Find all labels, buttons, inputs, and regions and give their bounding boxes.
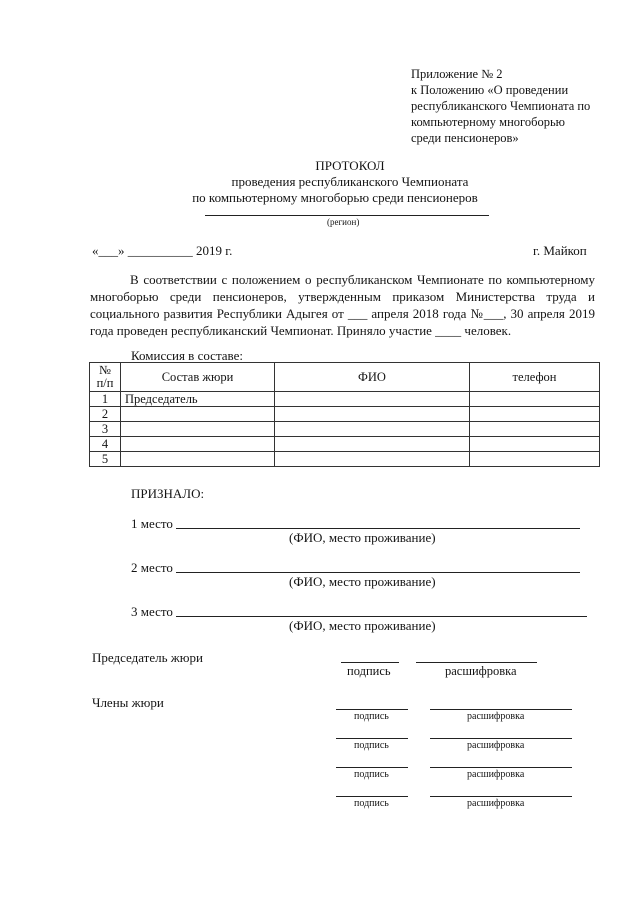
annex-line: республиканского Чемпионата по — [411, 99, 591, 113]
annex-line: Приложение № 2 — [411, 67, 503, 81]
row-role — [121, 437, 275, 452]
signature-line — [336, 738, 408, 739]
decoding-line — [430, 767, 572, 768]
row-name — [275, 437, 470, 452]
signature-line — [341, 662, 399, 663]
annex-line: компьютерному многоборью — [411, 115, 565, 129]
decoding-caption: расшифровка — [467, 711, 525, 722]
signature-caption: подпись — [347, 664, 391, 678]
table-header-row — [90, 363, 600, 392]
header-phone: телефон — [470, 363, 600, 392]
signature-line — [336, 709, 408, 710]
row-num: 3 — [90, 422, 121, 437]
place-line — [176, 616, 587, 617]
place-line — [176, 528, 580, 529]
title-heading: ПРОТОКОЛ — [315, 158, 385, 173]
chairman-label: Председатель жюри — [92, 650, 203, 665]
table-row — [90, 422, 600, 437]
row-role — [121, 452, 275, 467]
row-num: 2 — [90, 407, 121, 422]
annex-block — [411, 66, 590, 146]
title-line: проведения республиканского Чемпионата — [231, 174, 469, 189]
signature-caption: подпись — [354, 711, 389, 722]
row-name — [275, 452, 470, 467]
header-num: № п/п — [90, 363, 121, 392]
table-row — [90, 437, 600, 452]
row-phone — [470, 437, 600, 452]
row-role — [121, 422, 275, 437]
decoding-caption: расшифровка — [445, 664, 517, 678]
title-line: по компьютерному многоборью среди пенсионеров — [192, 190, 478, 205]
protocol-paragraph — [90, 271, 595, 339]
document-title — [0, 158, 640, 206]
table-row — [90, 407, 600, 422]
decoding-line — [430, 738, 572, 739]
decoding-caption: расшифровка — [467, 798, 525, 809]
row-name — [275, 407, 470, 422]
signature-line — [336, 796, 408, 797]
region-line — [205, 215, 489, 216]
row-role — [121, 407, 275, 422]
members-label: Члены жюри — [92, 695, 164, 710]
place-caption: (ФИО, место проживание) — [289, 530, 436, 545]
place-caption: (ФИО, место проживание) — [289, 574, 436, 589]
row-phone — [470, 452, 600, 467]
annex-line: среди пенсионеров» — [411, 131, 519, 145]
decoding-caption: расшифровка — [467, 769, 525, 780]
recognized-label: ПРИЗНАЛО: — [131, 486, 205, 501]
decoding-line — [430, 709, 572, 710]
row-role: Председатель — [121, 392, 275, 407]
row-phone — [470, 422, 600, 437]
paragraph-text: В соответствии с положением о республиканском Чемпионате по компьютерному многоборью среди пенсионеров, утвержденным приказом Министерства труда и социального развития Республики Адыгея от ___ апреля 2018 года №___, 30 апреля 2019 года проведен республиканский Чемпионат. Приняло участие ____ человек. — [90, 272, 595, 338]
row-num: 4 — [90, 437, 121, 452]
row-num: 5 — [90, 452, 121, 467]
place-line — [176, 572, 580, 573]
table-row — [90, 452, 600, 467]
header-role: Состав жюри — [121, 363, 275, 392]
row-name — [275, 392, 470, 407]
jury-table — [89, 362, 600, 467]
signature-caption: подпись — [354, 740, 389, 751]
header-name: ФИО — [275, 363, 470, 392]
place-label: 2 место — [131, 560, 173, 575]
row-phone — [470, 392, 600, 407]
table-row — [90, 392, 600, 407]
signature-line — [336, 767, 408, 768]
row-name — [275, 422, 470, 437]
decoding-caption: расшифровка — [467, 740, 525, 751]
date-field: «___» __________ 2019 г. — [92, 243, 233, 258]
annex-line: к Положению «О проведении — [411, 83, 569, 97]
commission-label: Комиссия в составе: — [131, 348, 243, 363]
place-label: 1 место — [131, 516, 173, 531]
decoding-line — [430, 796, 572, 797]
city-name: г. Майкоп — [533, 243, 587, 258]
signature-caption: подпись — [354, 798, 389, 809]
decoding-line — [416, 662, 537, 663]
row-phone — [470, 407, 600, 422]
signature-caption: подпись — [354, 769, 389, 780]
place-label: 3 место — [131, 604, 173, 619]
place-caption: (ФИО, место проживание) — [289, 618, 436, 633]
row-num: 1 — [90, 392, 121, 407]
region-caption: (регион) — [327, 217, 360, 227]
